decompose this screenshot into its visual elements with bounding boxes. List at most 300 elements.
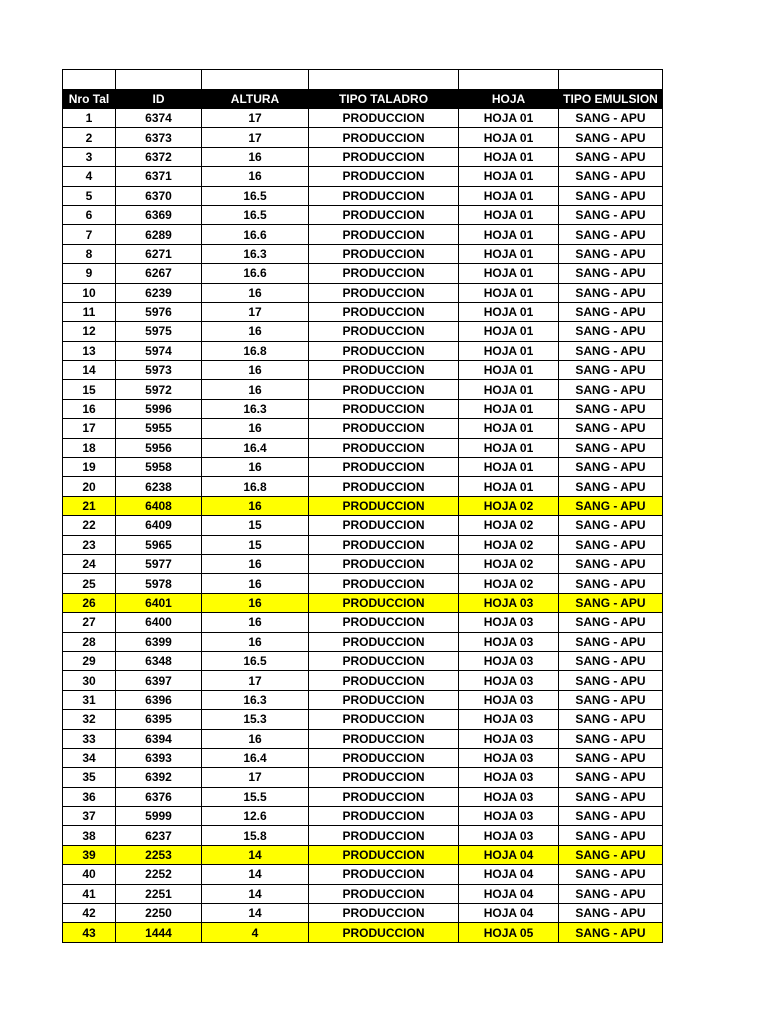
cell-tipo-taladro[interactable]: PRODUCCION <box>309 361 459 380</box>
table-row <box>63 341 663 360</box>
cell-tipo-taladro[interactable]: PRODUCCION <box>309 884 459 903</box>
cell-altura[interactable]: 16.8 <box>202 477 309 496</box>
cell-tipo-emulsion[interactable]: SANG - APU <box>559 264 663 283</box>
cell-tipo-taladro[interactable]: PRODUCCION <box>309 613 459 632</box>
header-tipo-emulsion[interactable]: TIPO EMULSION <box>559 90 663 109</box>
cell-tipo-emulsion[interactable]: SANG - APU <box>559 613 663 632</box>
cell-hoja[interactable]: HOJA 03 <box>459 787 559 806</box>
cell-id[interactable]: 6392 <box>116 768 202 787</box>
table-row <box>63 729 663 748</box>
cell-tipo-taladro[interactable]: PRODUCCION <box>309 477 459 496</box>
cell-hoja[interactable]: HOJA 03 <box>459 710 559 729</box>
cell-altura[interactable]: 16.3 <box>202 399 309 418</box>
cell-altura[interactable]: 16.6 <box>202 225 309 244</box>
cell-tipo-emulsion[interactable]: SANG - APU <box>559 496 663 515</box>
cell-hoja[interactable]: HOJA 01 <box>459 283 559 302</box>
cell-hoja[interactable]: HOJA 01 <box>459 341 559 360</box>
cell-tipo-emulsion[interactable]: SANG - APU <box>559 128 663 147</box>
cell-nro-tal[interactable]: 8 <box>63 244 116 263</box>
cell-altura[interactable]: 16 <box>202 167 309 186</box>
table-row <box>63 651 663 670</box>
cell-hoja[interactable]: HOJA 03 <box>459 826 559 845</box>
cell-hoja[interactable]: HOJA 03 <box>459 807 559 826</box>
cell-tipo-taladro[interactable]: PRODUCCION <box>309 574 459 593</box>
cell-tipo-emulsion[interactable]: SANG - APU <box>559 458 663 477</box>
cell-altura[interactable]: 16 <box>202 322 309 341</box>
cell-id[interactable]: 6408 <box>116 496 202 515</box>
cell-tipo-emulsion[interactable]: SANG - APU <box>559 807 663 826</box>
cell-hoja[interactable]: HOJA 01 <box>459 205 559 224</box>
cell-altura[interactable]: 15.5 <box>202 787 309 806</box>
cell-tipo-taladro[interactable]: PRODUCCION <box>309 729 459 748</box>
cell-id[interactable]: 6393 <box>116 748 202 767</box>
cell-hoja[interactable]: HOJA 03 <box>459 729 559 748</box>
blank-cell[interactable] <box>559 70 663 90</box>
cell-altura[interactable]: 16 <box>202 613 309 632</box>
cell-nro-tal[interactable]: 22 <box>63 516 116 535</box>
cell-hoja[interactable]: HOJA 05 <box>459 923 559 942</box>
cell-tipo-emulsion[interactable]: SANG - APU <box>559 283 663 302</box>
cell-tipo-taladro[interactable]: PRODUCCION <box>309 496 459 515</box>
cell-tipo-taladro[interactable]: PRODUCCION <box>309 438 459 457</box>
cell-altura[interactable]: 16.5 <box>202 205 309 224</box>
cell-hoja[interactable]: HOJA 01 <box>459 361 559 380</box>
table-row <box>63 361 663 380</box>
cell-altura[interactable]: 16 <box>202 729 309 748</box>
cell-tipo-emulsion[interactable]: SANG - APU <box>559 593 663 612</box>
cell-id[interactable]: 6289 <box>116 225 202 244</box>
cell-nro-tal[interactable]: 7 <box>63 225 116 244</box>
cell-tipo-emulsion[interactable]: SANG - APU <box>559 748 663 767</box>
table-row <box>63 225 663 244</box>
cell-altura[interactable]: 16.4 <box>202 748 309 767</box>
cell-altura[interactable]: 16 <box>202 380 309 399</box>
cell-tipo-taladro[interactable]: PRODUCCION <box>309 535 459 554</box>
table-row <box>63 244 663 263</box>
cell-nro-tal[interactable]: 40 <box>63 865 116 884</box>
cell-tipo-taladro[interactable]: PRODUCCION <box>309 554 459 573</box>
cell-nro-tal[interactable]: 34 <box>63 748 116 767</box>
cell-id[interactable]: 5965 <box>116 535 202 554</box>
cell-hoja[interactable]: HOJA 01 <box>459 264 559 283</box>
cell-altura[interactable]: 16.3 <box>202 244 309 263</box>
cell-altura[interactable]: 14 <box>202 865 309 884</box>
header-hoja[interactable]: HOJA <box>459 90 559 109</box>
cell-altura[interactable]: 16 <box>202 361 309 380</box>
cell-nro-tal[interactable]: 25 <box>63 574 116 593</box>
cell-hoja[interactable]: HOJA 01 <box>459 477 559 496</box>
cell-tipo-taladro[interactable]: PRODUCCION <box>309 128 459 147</box>
cell-altura[interactable]: 12.6 <box>202 807 309 826</box>
cell-tipo-emulsion[interactable]: SANG - APU <box>559 865 663 884</box>
cell-nro-tal[interactable]: 42 <box>63 904 116 923</box>
cell-hoja[interactable]: HOJA 03 <box>459 613 559 632</box>
cell-hoja[interactable]: HOJA 02 <box>459 496 559 515</box>
cell-tipo-emulsion[interactable]: SANG - APU <box>559 147 663 166</box>
cell-hoja[interactable]: HOJA 01 <box>459 225 559 244</box>
cell-altura[interactable]: 14 <box>202 904 309 923</box>
cell-id[interactable]: 6372 <box>116 147 202 166</box>
cell-tipo-taladro[interactable]: PRODUCCION <box>309 768 459 787</box>
cell-hoja[interactable]: HOJA 01 <box>459 419 559 438</box>
cell-altura[interactable]: 17 <box>202 109 309 128</box>
cell-nro-tal[interactable]: 28 <box>63 632 116 651</box>
cell-altura[interactable]: 16 <box>202 554 309 573</box>
cell-altura[interactable]: 14 <box>202 884 309 903</box>
cell-hoja[interactable]: HOJA 01 <box>459 167 559 186</box>
cell-hoja[interactable]: HOJA 04 <box>459 865 559 884</box>
cell-hoja[interactable]: HOJA 01 <box>459 186 559 205</box>
table-row <box>63 128 663 147</box>
cell-tipo-emulsion[interactable]: SANG - APU <box>559 729 663 748</box>
cell-altura[interactable]: 17 <box>202 768 309 787</box>
blank-row <box>63 70 663 90</box>
cell-id[interactable]: 2251 <box>116 884 202 903</box>
cell-tipo-emulsion[interactable]: SANG - APU <box>559 419 663 438</box>
cell-nro-tal[interactable]: 11 <box>63 302 116 321</box>
cell-hoja[interactable]: HOJA 04 <box>459 904 559 923</box>
table-row <box>63 748 663 767</box>
table-row <box>63 535 663 554</box>
cell-nro-tal[interactable]: 12 <box>63 322 116 341</box>
blank-cell[interactable] <box>202 70 309 90</box>
cell-tipo-emulsion[interactable]: SANG - APU <box>559 574 663 593</box>
cell-id[interactable]: 2252 <box>116 865 202 884</box>
cell-nro-tal[interactable]: 21 <box>63 496 116 515</box>
cell-id[interactable]: 2250 <box>116 904 202 923</box>
cell-altura[interactable]: 16.5 <box>202 186 309 205</box>
cell-tipo-taladro[interactable]: PRODUCCION <box>309 632 459 651</box>
cell-nro-tal[interactable]: 10 <box>63 283 116 302</box>
cell-hoja[interactable]: HOJA 03 <box>459 671 559 690</box>
cell-hoja[interactable]: HOJA 01 <box>459 109 559 128</box>
blank-cell[interactable] <box>63 70 116 90</box>
cell-tipo-taladro[interactable]: PRODUCCION <box>309 651 459 670</box>
cell-hoja[interactable]: HOJA 03 <box>459 768 559 787</box>
header-nro-tal[interactable]: Nro Tal <box>63 90 116 109</box>
cell-hoja[interactable]: HOJA 02 <box>459 516 559 535</box>
cell-tipo-emulsion[interactable]: SANG - APU <box>559 904 663 923</box>
cell-altura[interactable]: 17 <box>202 302 309 321</box>
cell-id[interactable]: 5996 <box>116 399 202 418</box>
cell-nro-tal[interactable]: 5 <box>63 186 116 205</box>
cell-id[interactable]: 6239 <box>116 283 202 302</box>
cell-tipo-taladro[interactable]: PRODUCCION <box>309 787 459 806</box>
cell-hoja[interactable]: HOJA 03 <box>459 632 559 651</box>
table-row <box>63 671 663 690</box>
cell-tipo-emulsion[interactable]: SANG - APU <box>559 186 663 205</box>
cell-id[interactable]: 5978 <box>116 574 202 593</box>
table-row <box>63 904 663 923</box>
header-altura[interactable]: ALTURA <box>202 90 309 109</box>
cell-id[interactable]: 5976 <box>116 302 202 321</box>
cell-id[interactable]: 5977 <box>116 554 202 573</box>
cell-nro-tal[interactable]: 19 <box>63 458 116 477</box>
cell-tipo-taladro[interactable]: PRODUCCION <box>309 341 459 360</box>
cell-nro-tal[interactable]: 31 <box>63 690 116 709</box>
cell-tipo-emulsion[interactable]: SANG - APU <box>559 671 663 690</box>
cell-nro-tal[interactable]: 16 <box>63 399 116 418</box>
cell-tipo-taladro[interactable]: PRODUCCION <box>309 593 459 612</box>
cell-tipo-emulsion[interactable]: SANG - APU <box>559 225 663 244</box>
table-row <box>63 768 663 787</box>
cell-tipo-emulsion[interactable]: SANG - APU <box>559 632 663 651</box>
cell-id[interactable]: 5972 <box>116 380 202 399</box>
cell-altura[interactable]: 15.3 <box>202 710 309 729</box>
cell-hoja[interactable]: HOJA 01 <box>459 244 559 263</box>
cell-hoja[interactable]: HOJA 04 <box>459 845 559 864</box>
cell-id[interactable]: 6369 <box>116 205 202 224</box>
cell-tipo-taladro[interactable]: PRODUCCION <box>309 671 459 690</box>
cell-nro-tal[interactable]: 29 <box>63 651 116 670</box>
cell-altura[interactable]: 17 <box>202 671 309 690</box>
cell-hoja[interactable]: HOJA 03 <box>459 690 559 709</box>
cell-id[interactable]: 6267 <box>116 264 202 283</box>
cell-nro-tal[interactable]: 18 <box>63 438 116 457</box>
cell-tipo-taladro[interactable]: PRODUCCION <box>309 399 459 418</box>
cell-id[interactable]: 6348 <box>116 651 202 670</box>
cell-altura[interactable]: 16 <box>202 147 309 166</box>
cell-hoja[interactable]: HOJA 02 <box>459 554 559 573</box>
cell-tipo-taladro[interactable]: PRODUCCION <box>309 283 459 302</box>
blank-cell[interactable] <box>116 70 202 90</box>
table-row <box>63 205 663 224</box>
cell-altura[interactable]: 15 <box>202 535 309 554</box>
cell-tipo-taladro[interactable]: PRODUCCION <box>309 322 459 341</box>
table-row <box>63 496 663 515</box>
cell-id[interactable]: 5955 <box>116 419 202 438</box>
cell-tipo-taladro[interactable]: PRODUCCION <box>309 264 459 283</box>
cell-altura[interactable]: 16 <box>202 593 309 612</box>
table-row <box>63 516 663 535</box>
cell-tipo-emulsion[interactable]: SANG - APU <box>559 167 663 186</box>
cell-tipo-taladro[interactable]: PRODUCCION <box>309 748 459 767</box>
cell-tipo-emulsion[interactable]: SANG - APU <box>559 826 663 845</box>
cell-tipo-emulsion[interactable]: SANG - APU <box>559 690 663 709</box>
cell-tipo-taladro[interactable]: PRODUCCION <box>309 205 459 224</box>
cell-nro-tal[interactable]: 2 <box>63 128 116 147</box>
cell-nro-tal[interactable]: 3 <box>63 147 116 166</box>
cell-tipo-emulsion[interactable]: SANG - APU <box>559 399 663 418</box>
cell-nro-tal[interactable]: 39 <box>63 845 116 864</box>
cell-tipo-emulsion[interactable]: SANG - APU <box>559 205 663 224</box>
cell-altura[interactable]: 4 <box>202 923 309 942</box>
cell-tipo-taladro[interactable]: PRODUCCION <box>309 380 459 399</box>
cell-hoja[interactable]: HOJA 02 <box>459 574 559 593</box>
cell-tipo-taladro[interactable]: PRODUCCION <box>309 807 459 826</box>
cell-tipo-emulsion[interactable]: SANG - APU <box>559 651 663 670</box>
cell-tipo-taladro[interactable]: PRODUCCION <box>309 865 459 884</box>
cell-hoja[interactable]: HOJA 01 <box>459 399 559 418</box>
table-row <box>63 787 663 806</box>
cell-tipo-taladro[interactable]: PRODUCCION <box>309 186 459 205</box>
cell-nro-tal[interactable]: 9 <box>63 264 116 283</box>
cell-tipo-emulsion[interactable]: SANG - APU <box>559 710 663 729</box>
cell-tipo-emulsion[interactable]: SANG - APU <box>559 380 663 399</box>
cell-tipo-emulsion[interactable]: SANG - APU <box>559 768 663 787</box>
cell-id[interactable]: 6409 <box>116 516 202 535</box>
cell-tipo-emulsion[interactable]: SANG - APU <box>559 884 663 903</box>
cell-tipo-taladro[interactable]: PRODUCCION <box>309 826 459 845</box>
cell-tipo-taladro[interactable]: PRODUCCION <box>309 904 459 923</box>
cell-id[interactable]: 1444 <box>116 923 202 942</box>
cell-tipo-emulsion[interactable]: SANG - APU <box>559 923 663 942</box>
cell-tipo-emulsion[interactable]: SANG - APU <box>559 477 663 496</box>
cell-altura[interactable]: 16 <box>202 283 309 302</box>
table-row <box>63 690 663 709</box>
blank-cell[interactable] <box>309 70 459 90</box>
cell-nro-tal[interactable]: 24 <box>63 554 116 573</box>
cell-nro-tal[interactable]: 15 <box>63 380 116 399</box>
header-id[interactable]: ID <box>116 90 202 109</box>
cell-id[interactable]: 6399 <box>116 632 202 651</box>
cell-altura[interactable]: 16.4 <box>202 438 309 457</box>
cell-altura[interactable]: 16.6 <box>202 264 309 283</box>
cell-hoja[interactable]: HOJA 01 <box>459 302 559 321</box>
cell-hoja[interactable]: HOJA 04 <box>459 884 559 903</box>
cell-tipo-taladro[interactable]: PRODUCCION <box>309 225 459 244</box>
cell-hoja[interactable]: HOJA 01 <box>459 438 559 457</box>
cell-nro-tal[interactable]: 17 <box>63 419 116 438</box>
header-tipo-taladro[interactable]: TIPO TALADRO <box>309 90 459 109</box>
cell-id[interactable]: 5956 <box>116 438 202 457</box>
cell-tipo-taladro[interactable]: PRODUCCION <box>309 147 459 166</box>
cell-altura[interactable]: 16 <box>202 574 309 593</box>
table-row <box>63 109 663 128</box>
cell-tipo-taladro[interactable]: PRODUCCION <box>309 458 459 477</box>
cell-id[interactable]: 6395 <box>116 710 202 729</box>
cell-id[interactable]: 5999 <box>116 807 202 826</box>
cell-altura[interactable]: 16.5 <box>202 651 309 670</box>
cell-altura[interactable]: 17 <box>202 128 309 147</box>
cell-tipo-emulsion[interactable]: SANG - APU <box>559 535 663 554</box>
cell-tipo-emulsion[interactable]: SANG - APU <box>559 787 663 806</box>
cell-nro-tal[interactable]: 20 <box>63 477 116 496</box>
cell-id[interactable]: 6238 <box>116 477 202 496</box>
cell-hoja[interactable]: HOJA 01 <box>459 128 559 147</box>
cell-nro-tal[interactable]: 41 <box>63 884 116 903</box>
cell-id[interactable]: 6374 <box>116 109 202 128</box>
cell-tipo-emulsion[interactable]: SANG - APU <box>559 516 663 535</box>
cell-hoja[interactable]: HOJA 03 <box>459 651 559 670</box>
table-row <box>63 710 663 729</box>
cell-id[interactable]: 5975 <box>116 322 202 341</box>
cell-altura[interactable]: 16.3 <box>202 690 309 709</box>
cell-nro-tal[interactable]: 14 <box>63 361 116 380</box>
cell-tipo-taladro[interactable]: PRODUCCION <box>309 419 459 438</box>
cell-nro-tal[interactable]: 30 <box>63 671 116 690</box>
cell-tipo-taladro[interactable]: PRODUCCION <box>309 710 459 729</box>
table-row <box>63 574 663 593</box>
cell-tipo-taladro[interactable]: PRODUCCION <box>309 923 459 942</box>
table-row <box>63 322 663 341</box>
cell-id[interactable]: 6237 <box>116 826 202 845</box>
cell-tipo-taladro[interactable]: PRODUCCION <box>309 244 459 263</box>
cell-hoja[interactable]: HOJA 01 <box>459 380 559 399</box>
cell-id[interactable]: 6394 <box>116 729 202 748</box>
cell-nro-tal[interactable]: 35 <box>63 768 116 787</box>
cell-tipo-emulsion[interactable]: SANG - APU <box>559 341 663 360</box>
table-row <box>63 167 663 186</box>
cell-tipo-emulsion[interactable]: SANG - APU <box>559 302 663 321</box>
table-row <box>63 302 663 321</box>
cell-id[interactable]: 5958 <box>116 458 202 477</box>
table-row <box>63 380 663 399</box>
table-row <box>63 419 663 438</box>
cell-hoja[interactable]: HOJA 03 <box>459 748 559 767</box>
blank-cell[interactable] <box>459 70 559 90</box>
cell-hoja[interactable]: HOJA 01 <box>459 322 559 341</box>
cell-tipo-emulsion[interactable]: SANG - APU <box>559 438 663 457</box>
cell-nro-tal[interactable]: 26 <box>63 593 116 612</box>
cell-altura[interactable]: 15 <box>202 516 309 535</box>
cell-nro-tal[interactable]: 4 <box>63 167 116 186</box>
cell-id[interactable]: 6371 <box>116 167 202 186</box>
cell-altura[interactable]: 16.8 <box>202 341 309 360</box>
cell-id[interactable]: 6370 <box>116 186 202 205</box>
cell-tipo-taladro[interactable]: PRODUCCION <box>309 516 459 535</box>
cell-id[interactable]: 6401 <box>116 593 202 612</box>
table-row <box>63 147 663 166</box>
cell-altura[interactable]: 16 <box>202 458 309 477</box>
cell-tipo-emulsion[interactable]: SANG - APU <box>559 322 663 341</box>
cell-id[interactable]: 6397 <box>116 671 202 690</box>
cell-hoja[interactable]: HOJA 03 <box>459 593 559 612</box>
cell-nro-tal[interactable]: 13 <box>63 341 116 360</box>
cell-nro-tal[interactable]: 6 <box>63 205 116 224</box>
cell-nro-tal[interactable]: 33 <box>63 729 116 748</box>
cell-tipo-taladro[interactable]: PRODUCCION <box>309 109 459 128</box>
cell-nro-tal[interactable]: 32 <box>63 710 116 729</box>
cell-nro-tal[interactable]: 27 <box>63 613 116 632</box>
cell-tipo-emulsion[interactable]: SANG - APU <box>559 361 663 380</box>
cell-altura[interactable]: 16 <box>202 632 309 651</box>
cell-tipo-taladro[interactable]: PRODUCCION <box>309 302 459 321</box>
cell-id[interactable]: 6400 <box>116 613 202 632</box>
cell-nro-tal[interactable]: 37 <box>63 807 116 826</box>
cell-altura[interactable]: 15.8 <box>202 826 309 845</box>
cell-hoja[interactable]: HOJA 01 <box>459 458 559 477</box>
cell-id[interactable]: 6271 <box>116 244 202 263</box>
cell-altura[interactable]: 16 <box>202 419 309 438</box>
cell-nro-tal[interactable]: 43 <box>63 923 116 942</box>
cell-tipo-taladro[interactable]: PRODUCCION <box>309 690 459 709</box>
cell-tipo-emulsion[interactable]: SANG - APU <box>559 554 663 573</box>
cell-id[interactable]: 5974 <box>116 341 202 360</box>
table-row <box>63 923 663 942</box>
cell-nro-tal[interactable]: 1 <box>63 109 116 128</box>
cell-id[interactable]: 5973 <box>116 361 202 380</box>
cell-tipo-emulsion[interactable]: SANG - APU <box>559 109 663 128</box>
cell-altura[interactable]: 14 <box>202 845 309 864</box>
cell-altura[interactable]: 16 <box>202 496 309 515</box>
cell-id[interactable]: 6396 <box>116 690 202 709</box>
cell-tipo-emulsion[interactable]: SANG - APU <box>559 845 663 864</box>
cell-id[interactable]: 2253 <box>116 845 202 864</box>
cell-id[interactable]: 6376 <box>116 787 202 806</box>
cell-nro-tal[interactable]: 38 <box>63 826 116 845</box>
table-row <box>63 613 663 632</box>
cell-hoja[interactable]: HOJA 01 <box>459 147 559 166</box>
cell-tipo-taladro[interactable]: PRODUCCION <box>309 167 459 186</box>
cell-tipo-emulsion[interactable]: SANG - APU <box>559 244 663 263</box>
cell-hoja[interactable]: HOJA 02 <box>459 535 559 554</box>
table-row <box>63 477 663 496</box>
cell-nro-tal[interactable]: 36 <box>63 787 116 806</box>
cell-tipo-taladro[interactable]: PRODUCCION <box>309 845 459 864</box>
cell-nro-tal[interactable]: 23 <box>63 535 116 554</box>
cell-id[interactable]: 6373 <box>116 128 202 147</box>
